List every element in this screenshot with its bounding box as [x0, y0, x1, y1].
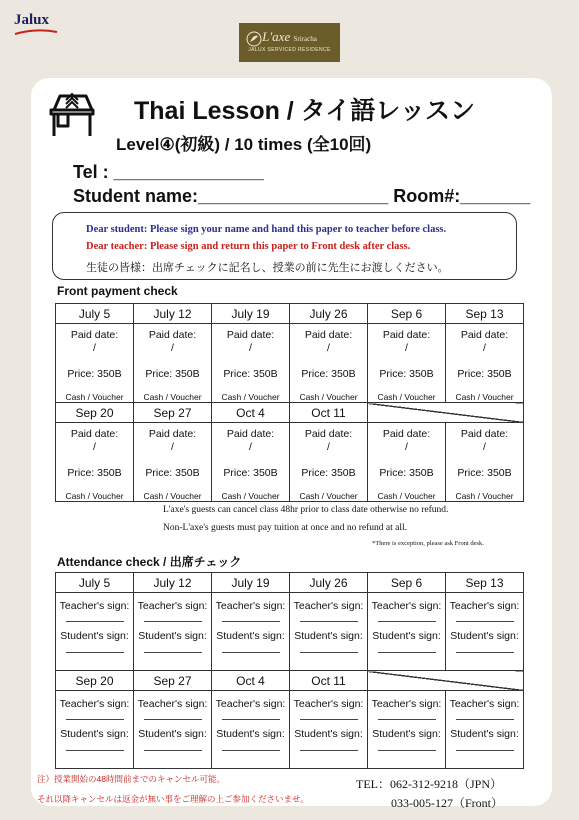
teacher-sign-line — [144, 612, 202, 622]
attendance-date-cell: July 12 — [134, 573, 212, 593]
teacher-sign-label: Teacher's sign: — [215, 698, 286, 710]
payment-table — [55, 303, 524, 502]
student-sign-line — [456, 642, 514, 653]
student-sign-label: Student's sign: — [372, 728, 441, 740]
student-sign-label: Student's sign: — [60, 630, 129, 642]
payment-method-label: Cash / Voucher — [65, 392, 124, 402]
page-title: Thai Lesson / タイ語レッスン — [134, 97, 475, 125]
student-sign-label: Student's sign: — [450, 630, 519, 642]
teacher-sign-label: Teacher's sign: — [59, 600, 130, 612]
attendance-date-cell: July 5 — [56, 573, 134, 593]
footer-jp-line-2: それ以降キャンセルは返金が無い事をご理解の上ご参加くださいませ。 — [37, 794, 309, 804]
payment-method-label: Cash / Voucher — [65, 491, 124, 501]
payment-cell — [368, 423, 446, 502]
payment-cell — [446, 324, 524, 403]
date-slash: / — [405, 342, 408, 354]
attendance-cell — [368, 691, 446, 769]
notice-student: Dear student: Please sign your name and hand this paper to teacher before class. — [86, 224, 447, 235]
date-slash: / — [483, 441, 486, 453]
teacher-sign-label: Teacher's sign: — [449, 698, 520, 710]
price-label: Price: 350B — [67, 368, 122, 380]
teacher-sign-label: Teacher's sign: — [293, 600, 364, 612]
student-sign-line — [66, 740, 124, 751]
date-slash: / — [93, 441, 96, 453]
paid-date-label: Paid date: — [226, 329, 275, 341]
attendance-cell — [134, 593, 212, 671]
laxe-city-text: Sriracha — [293, 35, 317, 43]
price-label: Price: 350B — [223, 368, 278, 380]
date-slash: / — [93, 342, 96, 354]
payment-cell — [290, 423, 368, 502]
teacher-sign-label: Teacher's sign: — [137, 600, 208, 612]
payment-date-cell: July 5 — [56, 304, 134, 324]
date-slash: / — [249, 342, 252, 354]
teacher-sign-line — [378, 710, 436, 720]
payment-date-cell: July 26 — [290, 304, 368, 324]
price-label: Price: 350B — [379, 368, 434, 380]
attendance-date-cell: July 26 — [290, 573, 368, 593]
price-label: Price: 350B — [457, 368, 512, 380]
attendance-body-row — [56, 593, 524, 671]
attendance-cell — [290, 593, 368, 671]
teacher-sign-label: Teacher's sign: — [293, 698, 364, 710]
payment-method-label: Cash / Voucher — [143, 392, 202, 402]
teacher-sign-line — [300, 612, 358, 622]
paid-date-label: Paid date: — [304, 428, 353, 440]
attendance-cell — [446, 691, 524, 769]
teacher-sign-line — [378, 612, 436, 622]
date-slash: / — [483, 342, 486, 354]
price-label: Price: 350B — [379, 467, 434, 479]
teacher-sign-label: Teacher's sign: — [371, 698, 442, 710]
payment-cell — [212, 423, 290, 502]
payment-body-row — [56, 324, 524, 403]
payment-cell — [212, 324, 290, 403]
paid-date-label: Paid date: — [148, 428, 197, 440]
payment-cell — [446, 423, 524, 502]
teacher-sign-label: Teacher's sign: — [371, 600, 442, 612]
payment-method-label: Cash / Voucher — [299, 392, 358, 402]
page-subtitle: Level④(初級) / 10 times (全10回) — [116, 135, 372, 154]
payment-cell — [368, 324, 446, 403]
student-sign-line — [300, 740, 358, 751]
student-sign-label: Student's sign: — [294, 728, 363, 740]
attendance-cell — [290, 691, 368, 769]
payment-cell — [134, 423, 212, 502]
student-sign-label: Student's sign: — [216, 630, 285, 642]
price-label: Price: 350B — [457, 467, 512, 479]
paid-date-label: Paid date: — [148, 329, 197, 341]
laxe-logo — [239, 23, 340, 62]
student-sign-label: Student's sign: — [60, 728, 129, 740]
payment-header-row — [56, 304, 524, 324]
student-sign-line — [66, 642, 124, 653]
jalux-logo-text: Jalux — [14, 12, 50, 28]
payment-cell — [56, 423, 134, 502]
payment-header-row — [56, 403, 524, 423]
attendance-cell — [56, 593, 134, 671]
student-sign-line — [144, 740, 202, 751]
teacher-sign-label: Teacher's sign: — [59, 698, 130, 710]
price-label: Price: 350B — [301, 368, 356, 380]
teacher-sign-line — [300, 710, 358, 720]
payment-method-label: Cash / Voucher — [377, 491, 436, 501]
payment-section-title: Front payment check — [57, 284, 178, 298]
paid-date-label: Paid date: — [70, 329, 119, 341]
date-slash: / — [327, 342, 330, 354]
notice-teacher: Dear teacher: Please sign and return this paper to Front desk after class. — [86, 241, 411, 252]
date-slash: / — [327, 441, 330, 453]
student-sign-line — [456, 740, 514, 751]
student-sign-line — [222, 642, 280, 653]
desk-icon — [44, 86, 96, 138]
attendance-body-row — [56, 691, 524, 769]
attendance-date-cell: Sep 13 — [446, 573, 524, 593]
date-slash: / — [171, 342, 174, 354]
payment-method-label: Cash / Voucher — [143, 491, 202, 501]
payment-method-label: Cash / Voucher — [377, 392, 436, 402]
teacher-sign-line — [222, 612, 280, 622]
student-sign-label: Student's sign: — [138, 630, 207, 642]
teacher-sign-label: Teacher's sign: — [137, 698, 208, 710]
payment-cell — [290, 324, 368, 403]
paid-date-label: Paid date: — [226, 428, 275, 440]
payment-cell — [56, 324, 134, 403]
laxe-brand-text: L'axe — [262, 29, 291, 44]
attendance-cell — [56, 691, 134, 769]
teacher-sign-line — [456, 612, 514, 622]
student-sign-label: Student's sign: — [372, 630, 441, 642]
payment-date-cell: Sep 20 — [56, 403, 134, 423]
teacher-sign-line — [66, 612, 124, 622]
student-sign-line — [378, 642, 436, 653]
price-label: Price: 350B — [223, 467, 278, 479]
swoosh-icon — [14, 29, 58, 35]
footer-tel-front: 033-005-127（Front） — [391, 796, 503, 810]
jalux-logo — [14, 12, 58, 35]
teacher-sign-line — [222, 710, 280, 720]
attendance-cell — [134, 691, 212, 769]
payment-method-label: Cash / Voucher — [299, 491, 358, 501]
attendance-date-cell: Sep 27 — [134, 671, 212, 691]
attendance-cell — [446, 593, 524, 671]
attendance-date-cell: Sep 6 — [368, 573, 446, 593]
paid-date-label: Paid date: — [460, 329, 509, 341]
attendance-date-cell: Oct 4 — [212, 671, 290, 691]
student-sign-line — [222, 740, 280, 751]
policy-note: *There is exception, please ask Front desk. — [372, 540, 484, 547]
footer-tel-jpn: TEL：062-312-9218（JPN） — [356, 777, 502, 791]
payment-body-row — [56, 423, 524, 502]
payment-date-cell: July 19 — [212, 304, 290, 324]
attendance-date-cell — [368, 671, 524, 691]
payment-date-cell: Sep 13 — [446, 304, 524, 324]
laxe-subtitle: JALUX SERVICED RESIDENCE — [248, 47, 331, 53]
payment-method-label: Cash / Voucher — [221, 392, 280, 402]
attendance-cell — [212, 593, 290, 671]
payment-date-cell: Sep 27 — [134, 403, 212, 423]
payment-date-cell: Sep 6 — [368, 304, 446, 324]
price-label: Price: 350B — [67, 467, 122, 479]
attendance-table — [55, 572, 524, 769]
student-sign-label: Student's sign: — [450, 728, 519, 740]
paid-date-label: Paid date: — [70, 428, 119, 440]
attendance-header-row — [56, 573, 524, 593]
student-sign-label: Student's sign: — [294, 630, 363, 642]
attendance-header-row — [56, 671, 524, 691]
price-label: Price: 350B — [145, 467, 200, 479]
attendance-date-cell: Oct 11 — [290, 671, 368, 691]
date-slash: / — [171, 441, 174, 453]
student-sign-line — [378, 740, 436, 751]
teacher-sign-label: Teacher's sign: — [449, 600, 520, 612]
attendance-cell — [368, 593, 446, 671]
payment-date-cell: Oct 4 — [212, 403, 290, 423]
policy-line-1: L'axe's guests can cancel class 48hr prior to class date otherwise no refund. — [163, 505, 449, 515]
attendance-cell — [212, 691, 290, 769]
payment-date-cell: Oct 11 — [290, 403, 368, 423]
payment-date-cell — [368, 403, 524, 423]
price-label: Price: 350B — [301, 467, 356, 479]
teacher-sign-label: Teacher's sign: — [215, 600, 286, 612]
price-label: Price: 350B — [145, 368, 200, 380]
paid-date-label: Paid date: — [304, 329, 353, 341]
student-name-field: Student name:___________________ Room#:_______ — [73, 186, 531, 206]
payment-method-label: Cash / Voucher — [455, 491, 514, 501]
teacher-sign-line — [456, 710, 514, 720]
tel-field: Tel : _______________ — [73, 162, 264, 182]
attendance-date-cell: July 19 — [212, 573, 290, 593]
notice-japanese: 生徒の皆様：出席チェックに記名し、授業の前に先生にお渡しください。 — [86, 262, 449, 274]
payment-method-label: Cash / Voucher — [221, 491, 280, 501]
payment-cell — [134, 324, 212, 403]
teacher-sign-line — [144, 710, 202, 720]
student-sign-label: Student's sign: — [138, 728, 207, 740]
paid-date-label: Paid date: — [382, 329, 431, 341]
attendance-section-title: Attendance check / 出席チェック — [57, 555, 242, 569]
payment-date-cell: July 12 — [134, 304, 212, 324]
notice-box — [52, 212, 517, 280]
date-slash: / — [405, 441, 408, 453]
date-slash: / — [249, 441, 252, 453]
paid-date-label: Paid date: — [460, 428, 509, 440]
teacher-sign-line — [66, 710, 124, 720]
student-sign-line — [300, 642, 358, 653]
paid-date-label: Paid date: — [382, 428, 431, 440]
student-sign-line — [144, 642, 202, 653]
leaf-emblem-icon — [246, 31, 262, 47]
footer-jp-line-1: 注）授業開始の48時間前までのキャンセル可能。 — [37, 774, 225, 784]
student-sign-label: Student's sign: — [216, 728, 285, 740]
attendance-date-cell: Sep 20 — [56, 671, 134, 691]
policy-line-2: Non-L'axe's guests must pay tuition at once and no refund at all. — [163, 523, 408, 533]
payment-method-label: Cash / Voucher — [455, 392, 514, 402]
